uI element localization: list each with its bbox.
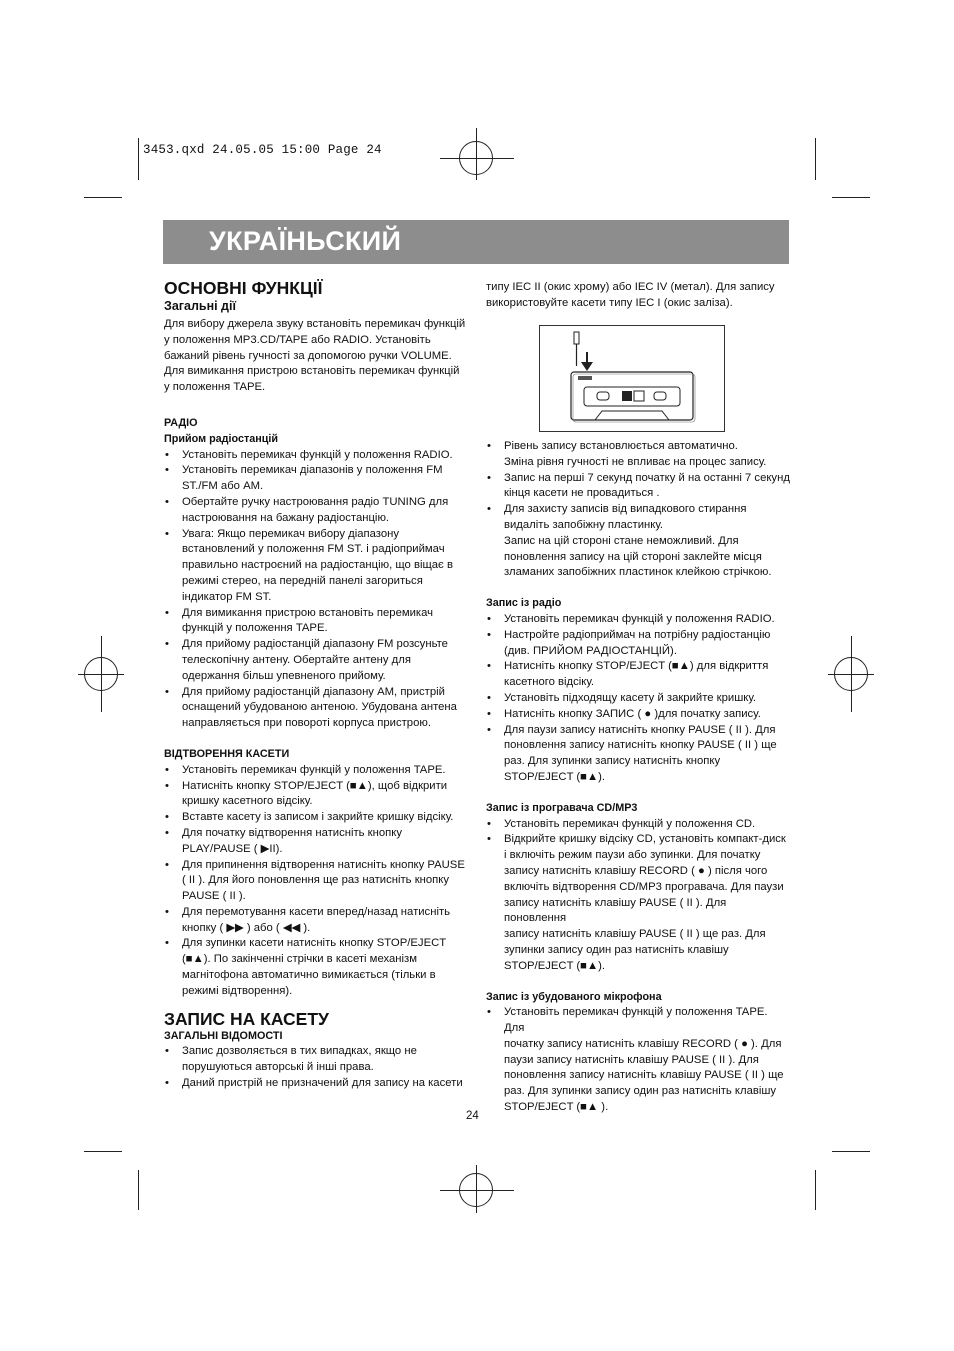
list-item: • Установіть перемикач функцій у положення RADIO. — [486, 612, 790, 628]
list-item: • Запис на перші 7 секунд початку й на останні 7 секунд кінця касети не провадиться . — [486, 471, 790, 503]
playback-list — [164, 763, 466, 1000]
heading-rec-general: ЗАГАЛЬНІ ВІДОМОСТІ — [164, 1029, 283, 1042]
heading-rec-radio: Запис із радіо — [486, 597, 562, 610]
list-item: • Для припинення відтворення натисніть кнопку PAUSE ( II ). Для його поновлення ще раз натисніть кнопку PAUSE ( II ). — [164, 858, 466, 905]
crop-mark — [84, 1151, 122, 1152]
cassette-illustration — [539, 325, 725, 432]
list-item: • Запис дозволяється в тих випадках, якщо не порушуються авторські й інші права. — [164, 1044, 466, 1076]
list-item: • Відкрийте кришку відсіку CD, установіть компакт-диск і включіть режим паузи або зупинки. Для початку запису натисніть клавішу RECORD ( ● ) після чого включіть відтворення CD/MP3 програвача. Для паузи запису натисніть клавішу PAUSE ( II ). Для поновлення запису натисніть клавішу PAUSE ( II ) ще раз. Для зупинки запису один раз натисніть клавішу STOP/EJECT (■▲). — [486, 832, 790, 974]
list-item: • Установіть перемикач функцій у положення RADIO. — [164, 448, 466, 464]
list-item: • Установіть підходящу касету й закрийте кришку. — [486, 691, 790, 707]
list-item: • Рівень запису встановлюється автоматично. Зміна рівня гучності не впливає на процес запису. — [486, 439, 790, 471]
list-item: • Увага: Якщо перемикач вибору діапазону встановлений у положення FM ST. і радіоприймач правильно настроєний на радіостанцію, що віщає в режимі стерео, на передній панелі загориться індикатор FM ST. — [164, 527, 466, 606]
list-item: • Обертайте ручку настроювання радіо TUNING для настроювання на бажану радіостанцію. — [164, 495, 466, 527]
list-item: • Для захисту записів від випадкового стирання видаліть запобіжну пластинку. Запис на цій стороні стане неможливий. Для поновлення запису на цій стороні заклейте місця зламаних запобіжних пластинок клейкою стрічкою. — [486, 502, 790, 581]
list-item: • Натисніть кнопку ЗАПИС ( ● )для початку запису. — [486, 707, 790, 723]
list-item: • Установіть перемикач функцій у положення TAPE. — [164, 763, 466, 779]
list-item: • Даний пристрій не призначений для запису на касети — [164, 1076, 466, 1092]
right-column-lower — [486, 439, 790, 1116]
auto-list — [486, 439, 790, 581]
list-item: • Установіть перемикач діапазонів у положення FM ST./FM або AM. — [164, 463, 466, 495]
crop-mark — [815, 138, 816, 180]
cd-rec-list — [486, 817, 790, 975]
crop-mark — [84, 197, 122, 198]
radio-rec-list — [486, 612, 790, 786]
heading-basic-functions: ОСНОВНІ ФУНКЦІЇ — [164, 278, 323, 298]
list-item: • Натисніть кнопку STOP/EJECT (■▲), щоб відкрити кришку касетного відсіку. — [164, 779, 466, 811]
heading-recording: ЗАПИС НА КАСЕТУ — [164, 1008, 329, 1029]
heading-general-actions: Загальні дії — [164, 299, 236, 313]
language-banner — [163, 220, 789, 264]
list-item: • Установіть перемикач функцій у положення CD. — [486, 817, 790, 833]
crop-mark — [138, 138, 139, 180]
list-item: • Настройте радіоприймач на потрібну радіостанцію (див. ПРИЙОМ РАДІОСТАНЦІЙ). — [486, 628, 790, 660]
right-column: типу IEC II (окис хрому) або IEC IV (метал). Для запису використовуйте касети типу IEC I (окис заліза). — [486, 281, 775, 309]
list-item: • Для прийому радіостанцій діапазону AM, пристрій оснащений убудованою антеною. Убудована антена направляється при повороті корпуса пристрою. — [164, 685, 466, 732]
radio-list — [164, 448, 466, 732]
heading-rec-mic: Запис із убудованого мікрофона — [486, 990, 662, 1003]
list-item: • Для паузи запису натисніть кнопку PAUSE ( II ). Для поновлення запису натисніть кнопку PAUSE ( II ) ще раз. Для зупинки запису натисніть кнопку STOP/EJECT (■▲). — [486, 723, 790, 786]
list-item: • Для зупинки касети натисніть кнопку STOP/EJECT (■▲). По закінченні стрічки в касеті механізм магнітофона автоматично вимикається (тільки в режимі відтворення). — [164, 936, 466, 999]
list-item: • Для перемотування касети вперед/назад натисніть кнопку ( ▶▶ ) або ( ◀◀ ). — [164, 905, 466, 937]
left-column — [164, 278, 466, 1092]
crop-mark — [815, 1170, 816, 1210]
list-item: • Установіть перемикач функцій у положення TAPE. Для початку запису натисніть клавішу RECORD ( ● ). Для паузи запису натисніть клавішу PAUSE ( II ). Для поновлення запису натисніть клавішу PAUSE ( II ) ще раз. Для зупинки запису один раз натисніть клавішу STOP/EJECT (■▲ ). — [486, 1005, 790, 1116]
banner-title: УКРАЇНЬСКИЙ — [209, 226, 402, 256]
list-item: • Для початку відтворення натисніть кнопку PLAY/PAUSE ( ▶II). — [164, 826, 466, 858]
heading-playback: ВІДТВОРЕННЯ КАСЕТИ — [164, 747, 290, 760]
mic-rec-list — [486, 1005, 790, 1116]
crop-mark — [832, 1151, 870, 1152]
crop-mark — [138, 1170, 139, 1210]
list-item: • Для прийому радіостанцій діапазону FM розсуньте телескопічну антену. Обертайте антену для одержання більш упевненого прийому. — [164, 637, 466, 684]
rec-general-list — [164, 1044, 466, 1091]
heading-radio: РАДІО — [164, 416, 198, 429]
cassette-icon — [540, 326, 724, 431]
heading-rec-cd: Запис із програвача CD/MP3 — [486, 801, 638, 814]
list-item: • Для вимикання пристрою встановіть перемикач функцій у положення TAPE. — [164, 606, 466, 638]
list-item: • Натисніть кнопку STOP/EJECT (■▲) для відкриття касетного відсіку. — [486, 659, 790, 691]
general-text: Для вибору джерела звуку встановіть перемикач функцій у положення MP3.CD/TAPE або RADIO. Установіть бажаний рівень гучності за допомогою ручки VOLUME. Для вимикання пристрою встановіть перемикач функцій у положення TAPE. — [164, 318, 466, 394]
page-number: 24 — [466, 1110, 479, 1122]
heading-reception: Прийом радіостанцій — [164, 432, 279, 445]
list-item: • Вставте касету із записом і закрийте кришку відсіку. — [164, 810, 466, 826]
crop-mark — [832, 197, 870, 198]
file-slug: 3453.qxd 24.05.05 15:00 Page 24 — [143, 143, 382, 157]
